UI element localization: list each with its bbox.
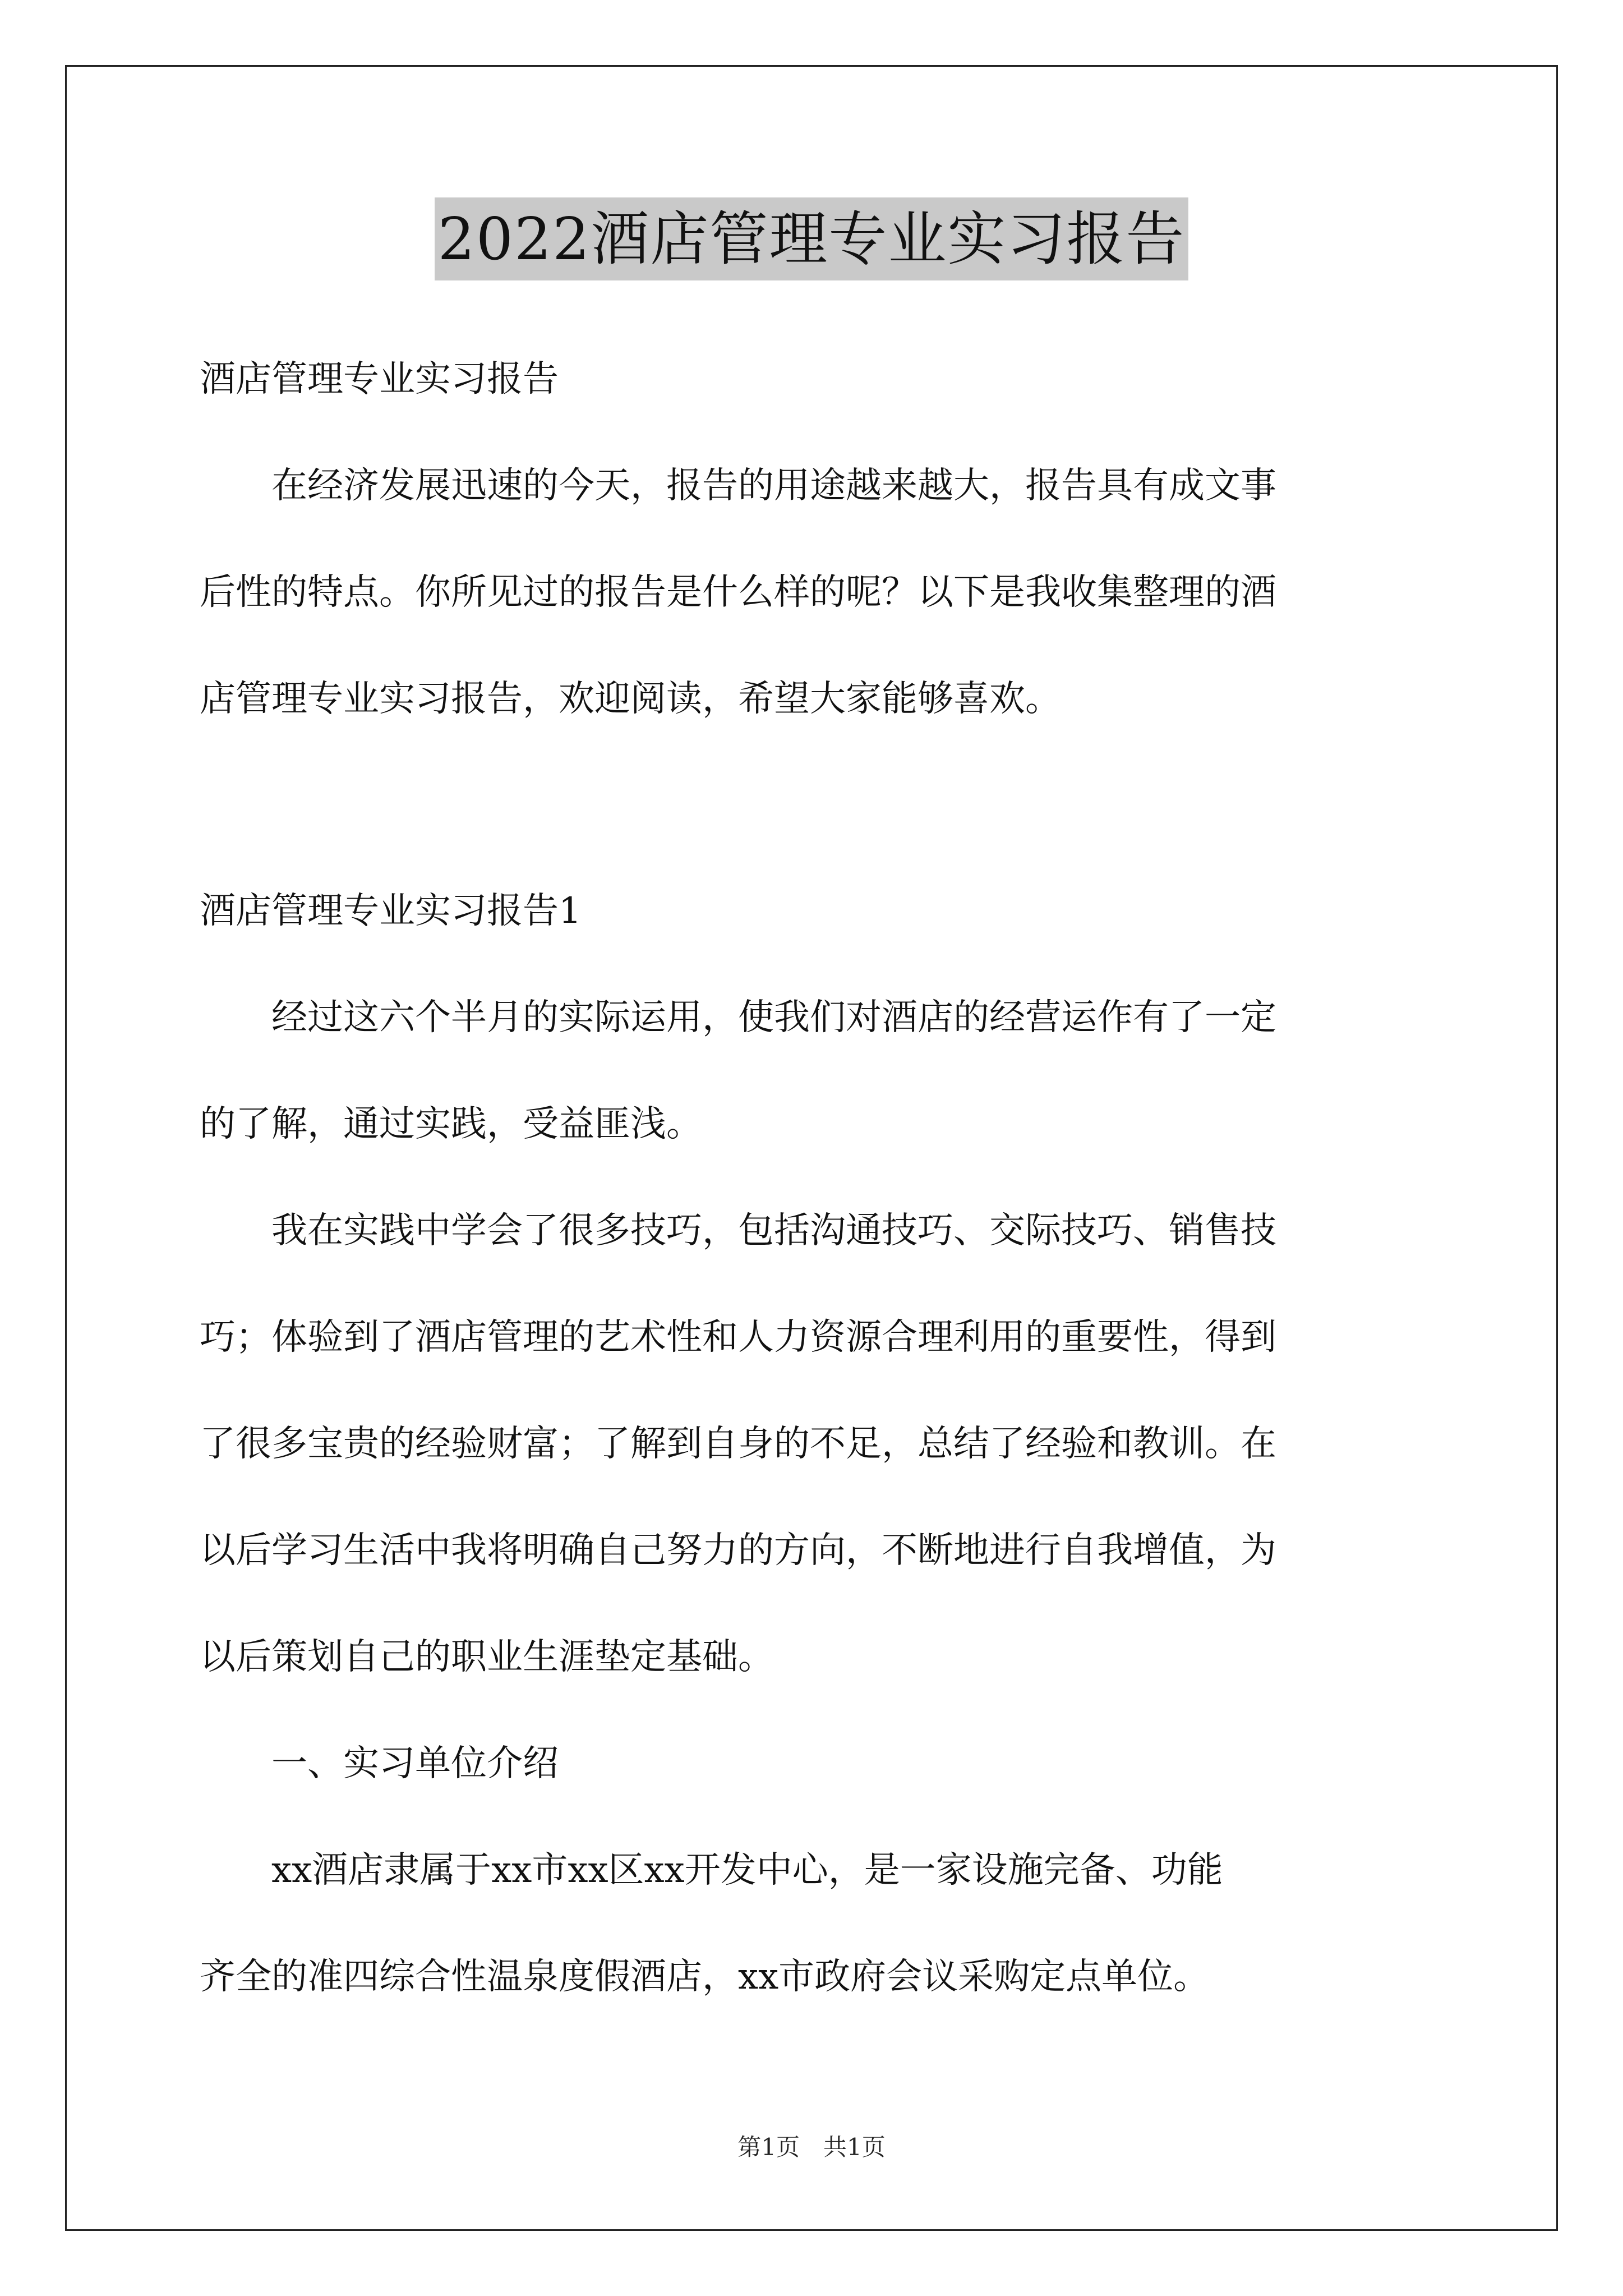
body-line: xx酒店隶属于xx市xx区xx开发中心，是一家设施完备、功能 (200, 1849, 1223, 1891)
body-line: 酒店管理专业实习报告 (200, 358, 559, 400)
section-heading: 酒店管理专业实习报告1 (200, 890, 582, 932)
body-line: 齐全的准四综合性温泉度假酒店，xx市政府会议采购定点单位。 (200, 1956, 1210, 1998)
body-line: 经过这六个半月的实际运用，使我们对酒店的经营运作有了一定 (200, 997, 1276, 1038)
body-line: 我在实践中学会了很多技巧，包括沟通技巧、交际技巧、销售技 (200, 1210, 1276, 1251)
body-line: 了很多宝贵的经验财富；了解到自身的不足，总结了经验和教训。在 (200, 1423, 1276, 1465)
subsection-heading: 一、实习单位介绍 (200, 1743, 559, 1784)
body-line: 巧；体验到了酒店管理的艺术性和人力资源合理利用的重要性，得到 (200, 1317, 1276, 1358)
body-line: 以后策划自己的职业生涯垫定基础。 (200, 1636, 774, 1678)
title-container (0, 197, 1623, 280)
document-title: 2022酒店管理专业实习报告 (435, 197, 1189, 280)
page-footer: 第1页 共1页 (737, 2133, 886, 2161)
body-line: 店管理专业实习报告，欢迎阅读，希望大家能够喜欢。 (200, 678, 1061, 720)
body-line: 的了解，通过实践，受益匪浅。 (200, 1103, 702, 1145)
body-line: 以后学习生活中我将明确自己努力的方向，不断地进行自我增值，为 (200, 1530, 1276, 1571)
body-line: 后性的特点。你所见过的报告是什么样的呢？以下是我收集整理的酒 (200, 572, 1276, 613)
body-line: 在经济发展迅速的今天，报告的用途越来越大，报告具有成文事 (200, 465, 1276, 507)
